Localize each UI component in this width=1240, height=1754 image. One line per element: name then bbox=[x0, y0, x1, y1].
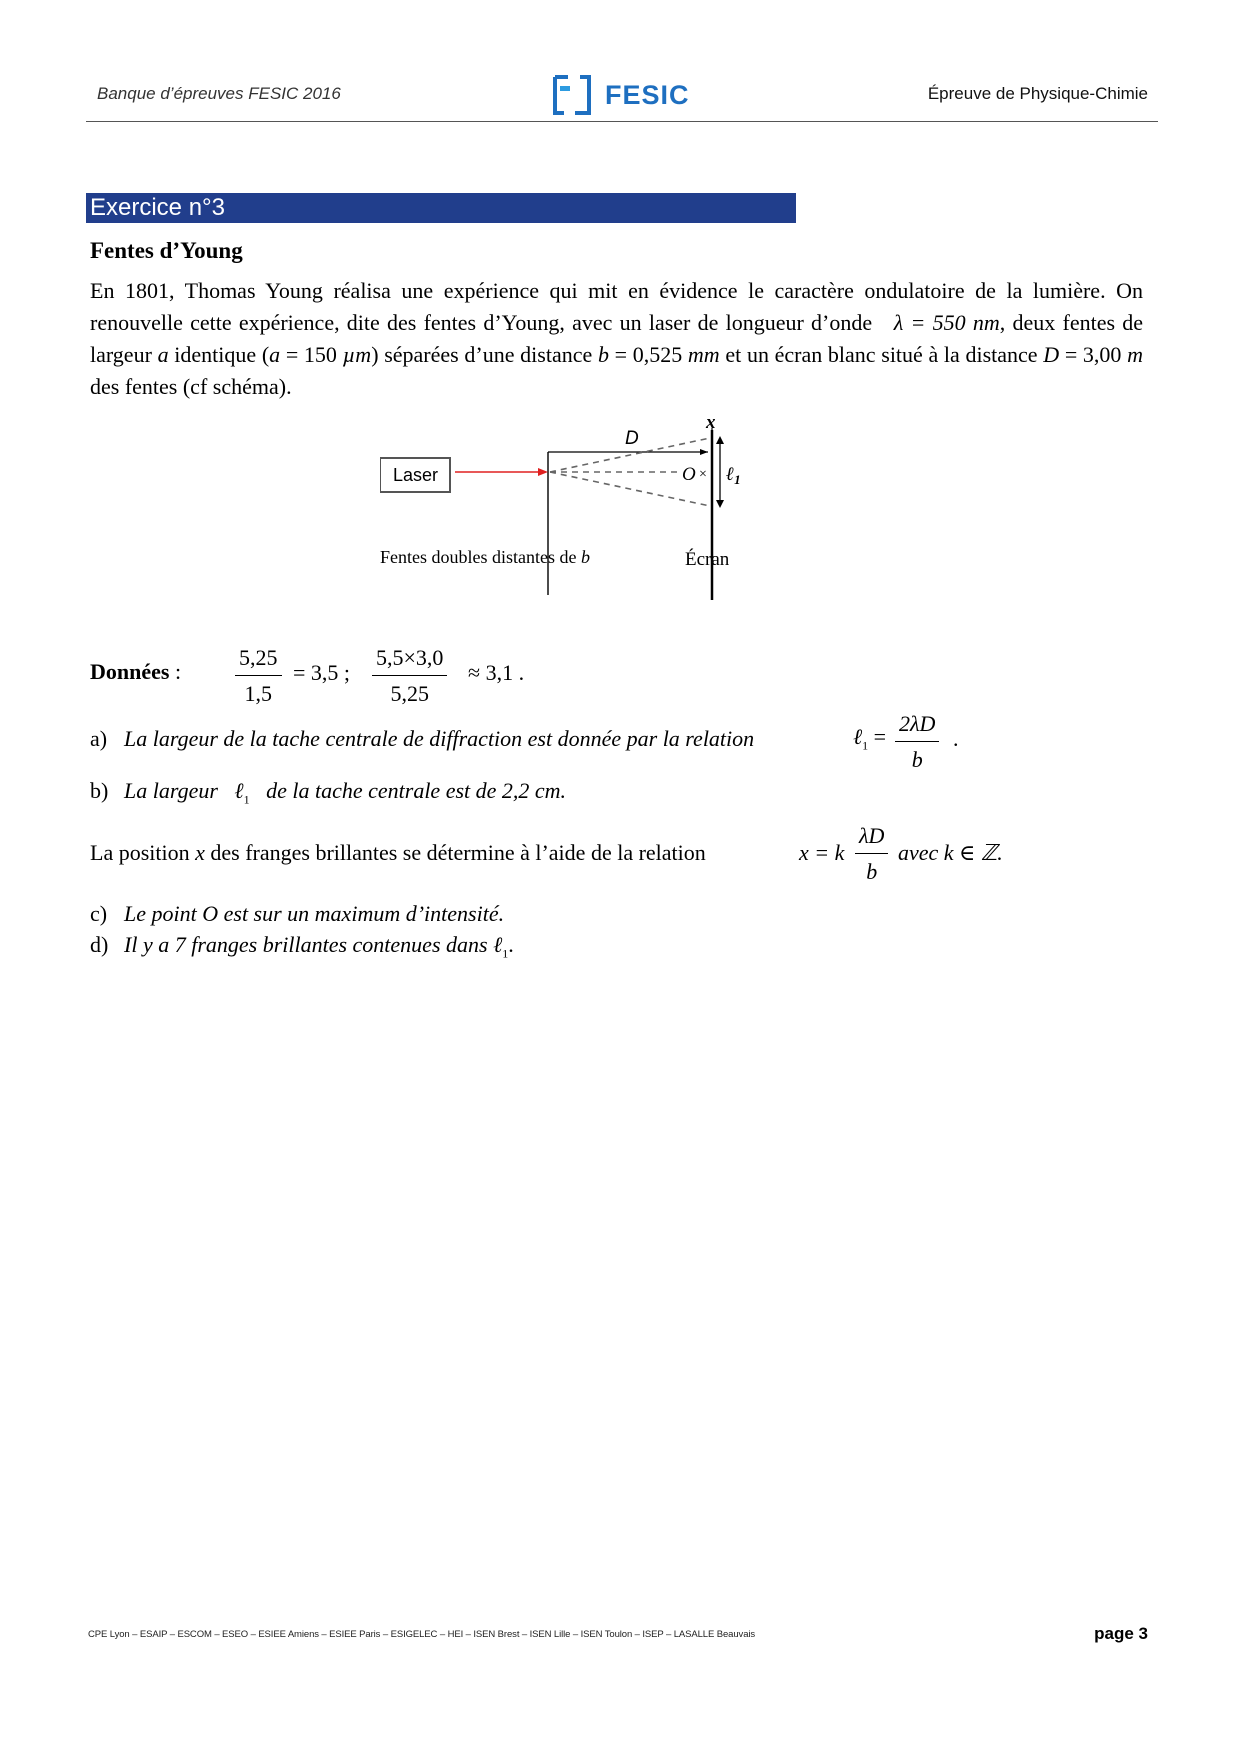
exercise-title: Fentes d’Young bbox=[90, 238, 243, 263]
formula-l1-fraction: $\frac{2\lambda D}{b}$ bbox=[895, 710, 939, 774]
fesic-logo bbox=[550, 74, 690, 118]
l1-label: ℓ$_1$ bbox=[726, 464, 741, 487]
data-result-2: ≈ 3,1 . bbox=[468, 660, 525, 685]
exercise-banner-title: Exercice n°3 bbox=[90, 194, 225, 221]
header-divider bbox=[86, 121, 1158, 122]
fringe-relation-lhs: x = k bbox=[799, 840, 845, 865]
D-label: D bbox=[625, 428, 639, 449]
question-d: d) Il y a 7 franges brillantes contenues dans ℓ$_1$. bbox=[90, 932, 514, 961]
intro-paragraph: En 1801, Thomas Young réalisa une expérience qui mit en évidence le caractère ondulatoire de la lumière. On renouvelle cette expérience, dite des fentes d’Young, avec un laser de longueur d’onde λ = 550 nm, deux fentes de largeur a identique (a = 150 µm) séparées d’une distance b = 0,525 mm et un écran blanc situé à la distance D = 3,00 m des fentes (cf schéma). bbox=[90, 278, 1144, 399]
data-result-1: = 3,5 ; bbox=[293, 660, 351, 685]
formula-l1-lhs: ℓ$_1$ = bbox=[853, 724, 887, 753]
question-a: a) La largeur de la tache centrale de diffraction est donnée par la relation bbox=[90, 726, 755, 751]
x-axis-label: x bbox=[706, 412, 716, 433]
question-c: c) Le point O est sur un maximum d’intensité. bbox=[90, 901, 505, 926]
young-slits-diagram bbox=[380, 410, 840, 635]
page-number: page 3 bbox=[1094, 1624, 1148, 1643]
screen-caption: Écran bbox=[685, 549, 730, 570]
laser-label: Laser bbox=[393, 465, 439, 485]
header-exam-bank: Banque d’épreuves FESIC 2016 bbox=[97, 84, 341, 103]
formula-l1-end: . bbox=[953, 726, 959, 751]
data-fraction-2: $\frac{5,5\times 3,0}{5,25}$ bbox=[372, 644, 447, 708]
header-subject: Épreuve de Physique-Chimie bbox=[927, 84, 1148, 103]
fringe-relation-avec: avec k ∈ ℤ. bbox=[898, 840, 1003, 865]
slits-caption: Fentes doubles distantes de b bbox=[380, 547, 590, 567]
logo-wordmark: FESIC bbox=[605, 80, 690, 110]
data-label: Données : bbox=[90, 659, 182, 684]
data-fraction-1: $\frac{5,25}{1,5}$ bbox=[235, 644, 282, 708]
question-b: b) La largeur ℓ$_1$ de la tache centrale est de 2,2 cm. bbox=[90, 778, 567, 807]
footer-schools: CPE Lyon – ESAIP – ESCOM – ESEO – ESIEE Amiens – ESIEE Paris – ESIGELEC – HEI – ISEN Brest – ISEN Lille – ISEN Toulon – ISEP – LASALLE Beauvais bbox=[88, 1629, 756, 1640]
fringe-relation-text: La position x des franges brillantes se détermine à l’aide de la relation bbox=[90, 840, 706, 865]
fringe-relation-fraction: $\frac{\lambda D}{b}$ bbox=[855, 822, 888, 886]
origin-cross-icon: × bbox=[699, 467, 707, 482]
origin-O-label: O bbox=[682, 464, 696, 485]
